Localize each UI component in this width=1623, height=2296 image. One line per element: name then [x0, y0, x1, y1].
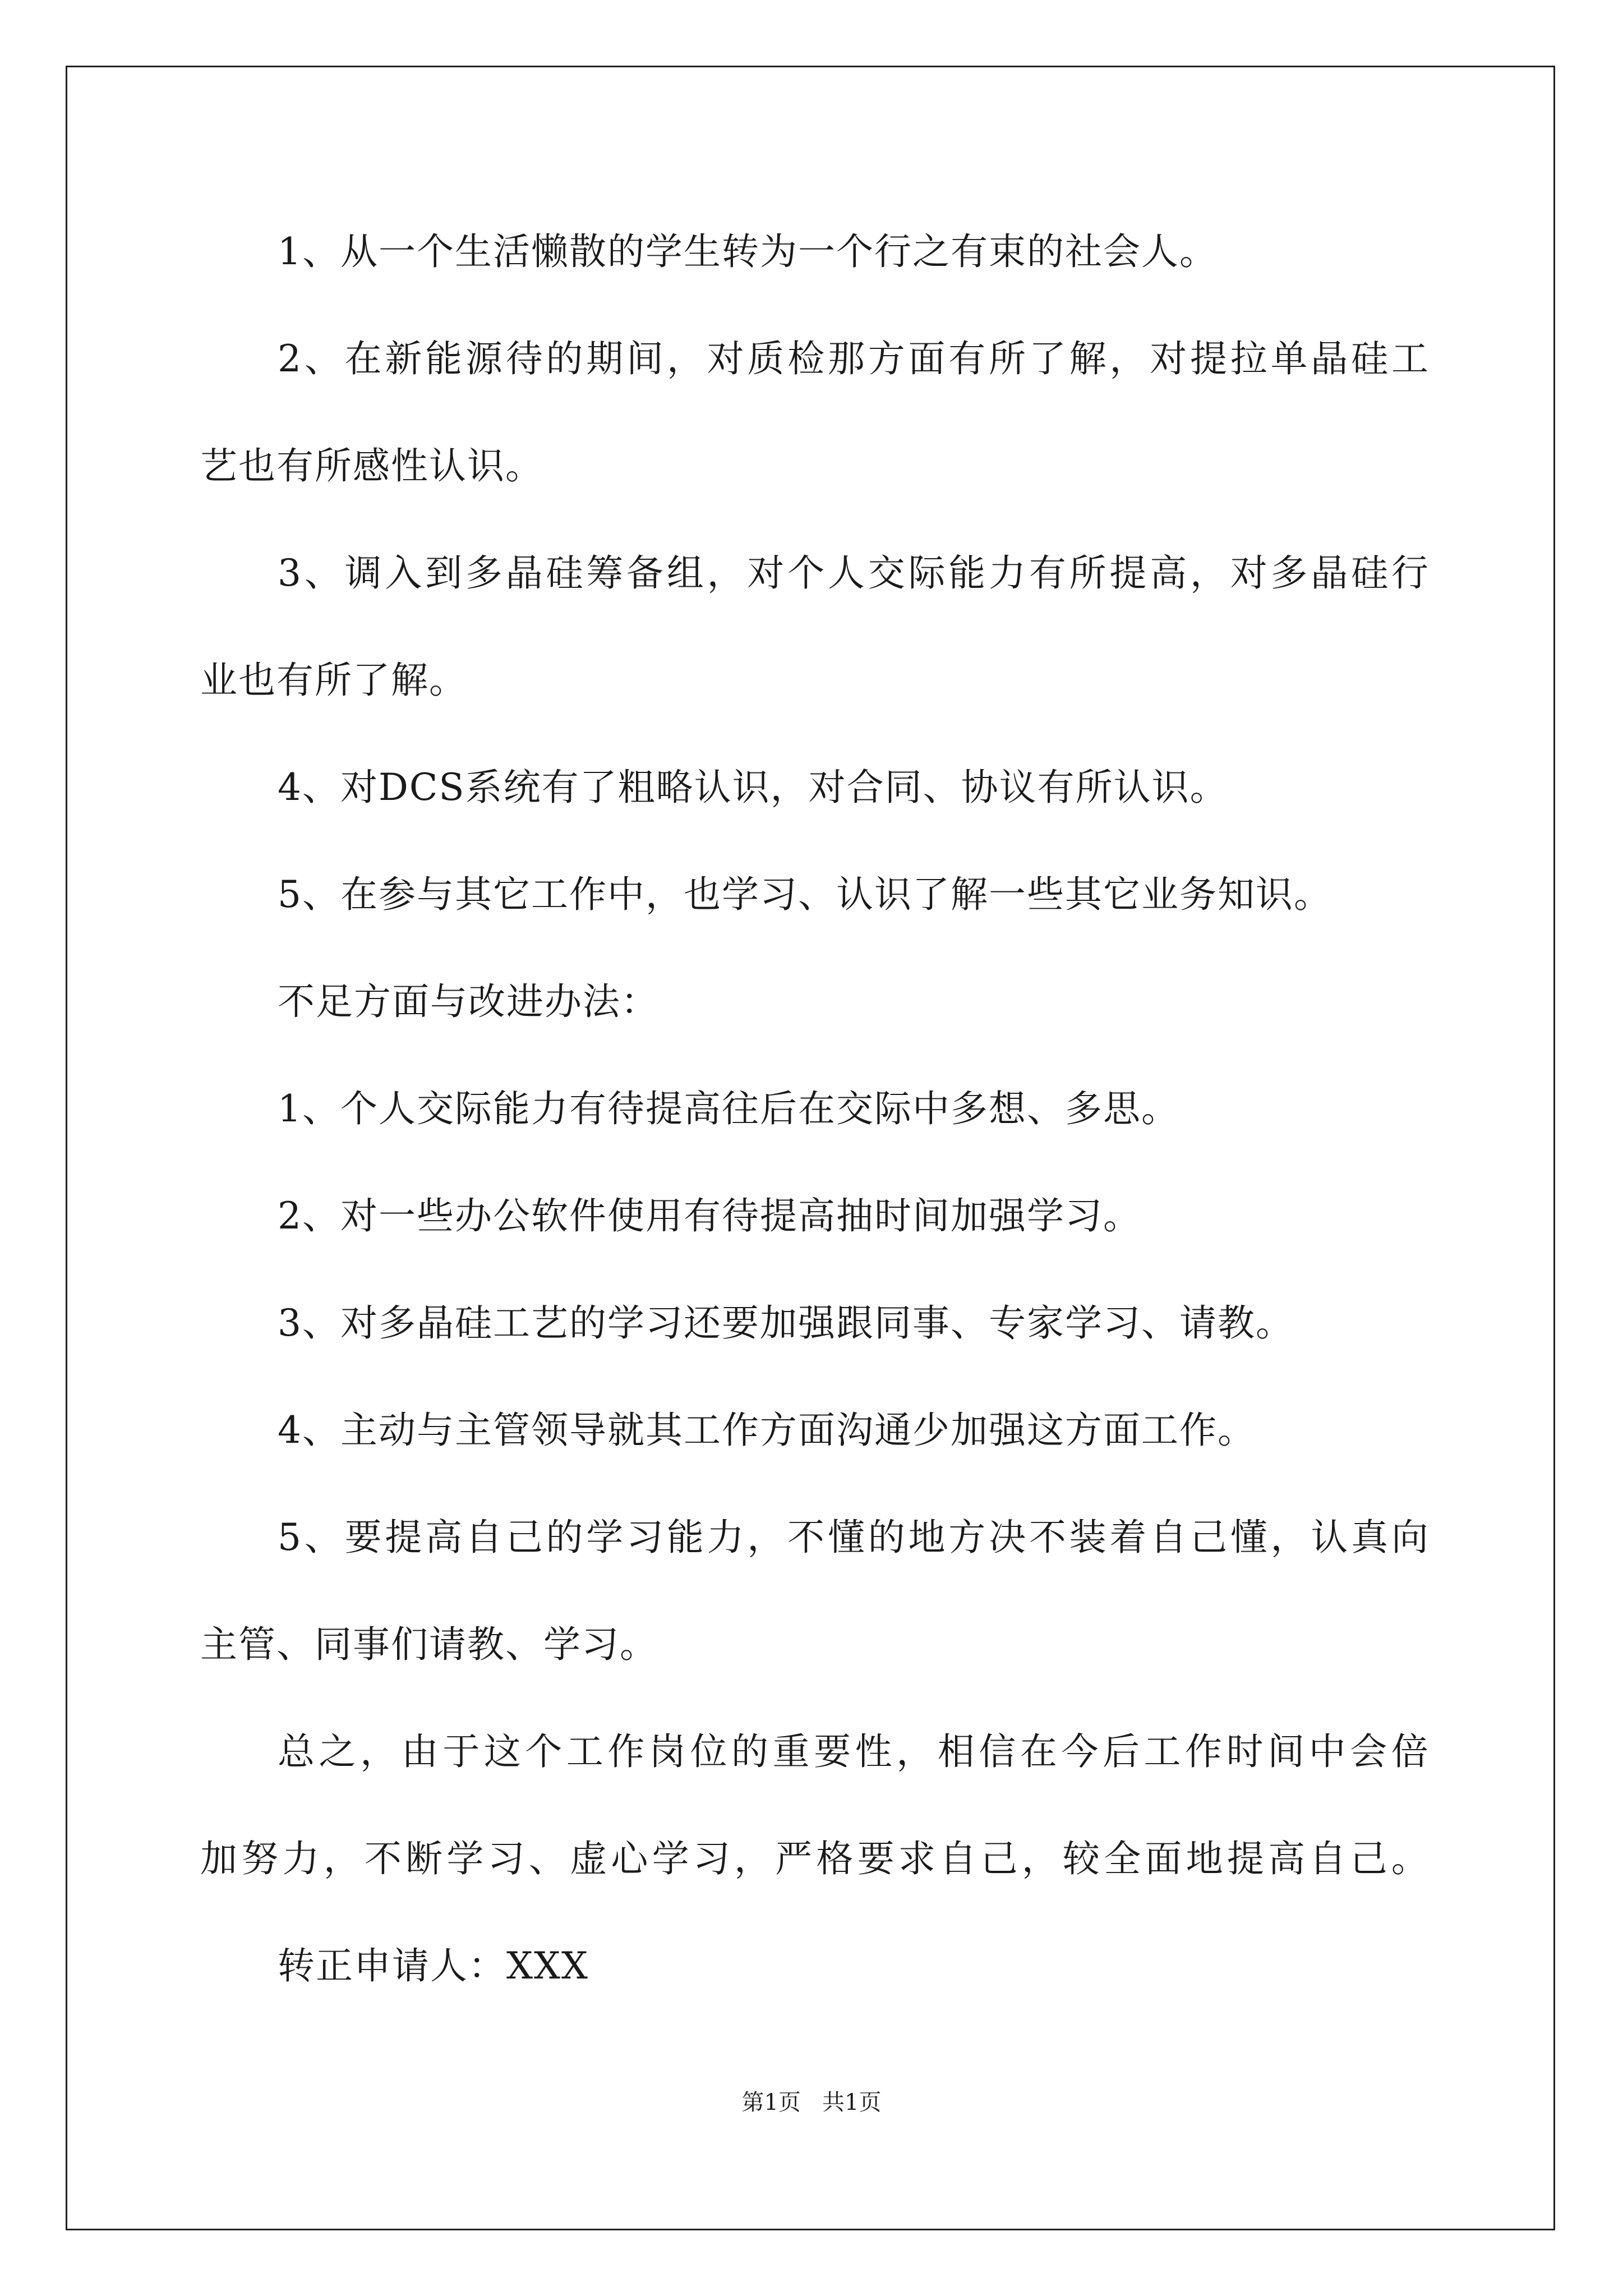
- paragraph-line: 艺也有所感性认识。: [200, 444, 543, 487]
- paragraph-line: 1、从一个生活懒散的学生转为一个行之有束的社会人。: [278, 230, 1218, 273]
- paragraph-line: 1、个人交际能力有待提高往后在交际中多想、多思。: [278, 1087, 1179, 1130]
- paragraph-line: 2 、 在 新 能 源 待 的 期 间 ， 对 质 检 那 方 面 有 所 了 解 ， 对 提 拉 单 晶 硅 工: [278, 337, 1428, 380]
- paragraph-line: 加 努 力 ， 不 断 学 习 、 虚 心 学 习 ， 严 格 要 求 自 己 ， 较 全 面 地 提 高 自 己 。: [200, 1837, 1428, 1880]
- paragraph-line: 业也有所了解。: [200, 659, 467, 702]
- paragraph-line: 总 之 ， 由 于 这 个 工 作 岗 位 的 重 要 性 ， 相 信 在 今 后 工 作 时 间 中 会 倍: [278, 1730, 1428, 1773]
- paragraph-line: 主管、同事们请教、学习。: [200, 1623, 658, 1666]
- page-number: 第1页 共1页: [741, 2090, 882, 2115]
- page-footer: [0, 2088, 1623, 2116]
- paragraph-line: 5 、 要 提 高 自 己 的 学 习 能 力 ， 不 懂 的 地 方 决 不 装 着 自 己 懂 ， 认 真 向: [278, 1516, 1428, 1559]
- paragraph-line: 4、对DCS系统有了粗略认识，对合同、协议有所认识。: [278, 766, 1228, 809]
- paragraph-line: 3 、 调 入 到 多 晶 硅 筹 备 组 ， 对 个 人 交 际 能 力 有 所 提 高 ， 对 多 晶 硅 行: [278, 551, 1428, 595]
- section-heading: 不足方面与改进办法：: [278, 980, 659, 1023]
- paragraph-line: 4、主动与主管领导就其工作方面沟通少加强这方面工作。: [278, 1409, 1256, 1452]
- paragraph-line: 3、对多晶硅工艺的学习还要加强跟同事、专家学习、请教。: [278, 1301, 1294, 1345]
- page-border: [66, 66, 1555, 2230]
- paragraph-line: 5、在参与其它工作中，也学习、认识了解一些其它业务知识。: [278, 873, 1332, 916]
- signature-line: 转正申请人：XXX: [278, 1944, 589, 1987]
- paragraph-line: 2、对一些办公软件使用有待提高抽时间加强学习。: [278, 1194, 1141, 1237]
